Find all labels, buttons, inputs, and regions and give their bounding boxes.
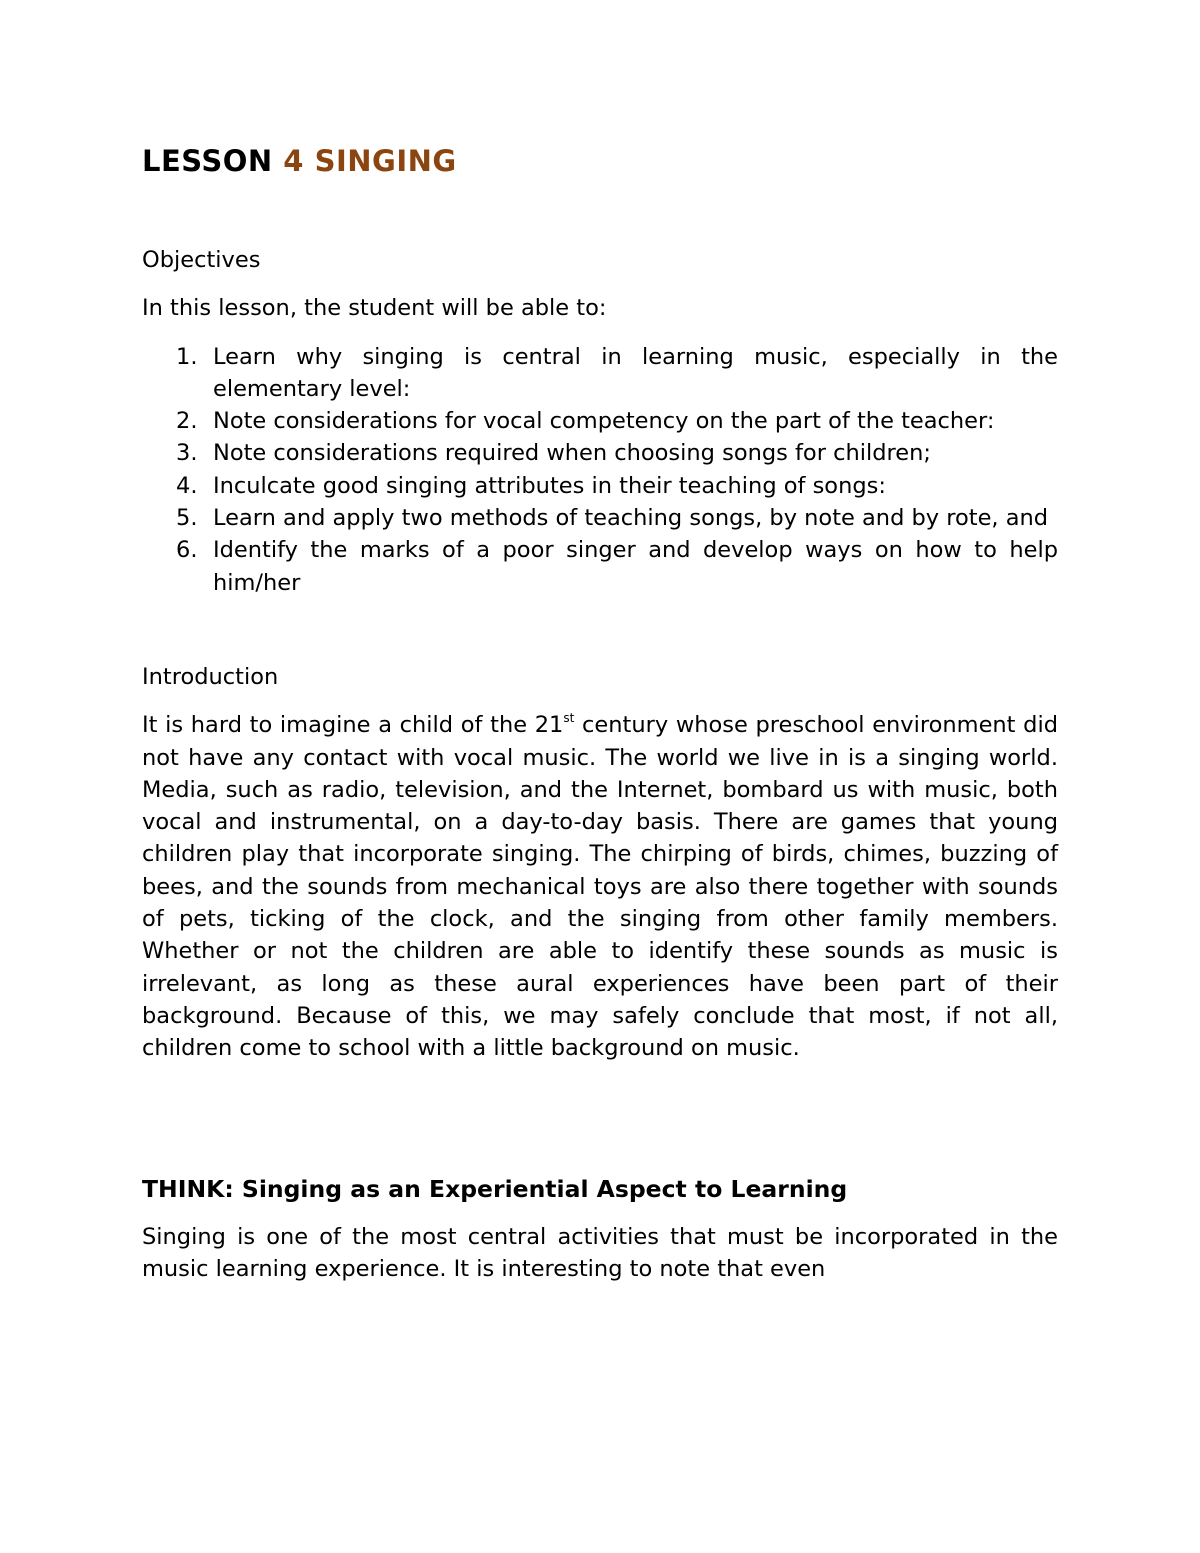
think-paragraph: Singing is one of the most central activities that must be incorporated in the music learning experience. It is interesting to note that even (142, 1223, 1058, 1282)
objective-number: 1. (176, 343, 198, 370)
objective-item (142, 437, 1058, 469)
objective-number: 4. (176, 472, 198, 499)
objective-text: Learn and apply two methods of teaching songs, by note and by rote, and (213, 505, 1049, 532)
lesson-title (142, 138, 1058, 184)
introduction-body: century whose preschool environment did not have any contact with vocal music. The world we live in is a singing world. Media, such as radio, television, and the Internet, bombard us with music, both vocal and instrumental, on a day-to-day basis. There are games that young children play that incorporate singing. The chirping of birds, chimes, buzzing of bees, and the sounds from mechanical toys are also there together with sounds of pets, ticking of the clock, and the singing from other family members. Whether or not the children are able to identify these sounds as music is irrelevant, as long as these aural experiences have been part of their background. Because of this, we may safely conclude that most, if not all, children come to school with a little background on music. (142, 712, 1058, 1062)
ordinal-suffix: st (563, 711, 575, 726)
introduction-heading: Introduction (142, 663, 279, 690)
objective-item (142, 470, 1058, 502)
lesson-topic: SINGING (303, 144, 457, 178)
page-content (142, 138, 1058, 1285)
objective-number: 2. (176, 408, 198, 435)
lesson-title-prefix: LESSON (142, 144, 284, 178)
objectives-list (142, 341, 1058, 599)
lesson-number: 4 (283, 144, 304, 178)
think-heading: THINK: Singing as an Experiential Aspect to Learning (142, 1174, 848, 1203)
objective-item (142, 405, 1058, 437)
objective-text: Learn why singing is central in learning music, especially in the elementary level: (213, 343, 1058, 402)
objectives-intro: In this lesson, the student will be able to: (142, 295, 607, 322)
objective-number: 5. (176, 505, 198, 532)
objective-item (142, 534, 1058, 599)
objective-text: Note considerations required when choosing songs for children; (213, 440, 931, 467)
objective-number: 3. (176, 440, 198, 467)
introduction-paragraph (142, 709, 1058, 1064)
objective-item (142, 341, 1058, 406)
objective-text: Inculcate good singing attributes in their teaching of songs: (213, 472, 886, 499)
objectives-heading: Objectives (142, 247, 261, 273)
objective-number: 6. (176, 537, 198, 564)
introduction-lead: It is hard to imagine a child of the 21 (142, 712, 564, 739)
objective-text: Note considerations for vocal competency on the part of the teacher: (213, 408, 995, 435)
objective-text: Identify the marks of a poor singer and develop ways on how to help him/her (213, 537, 1058, 596)
objective-item (142, 502, 1058, 534)
